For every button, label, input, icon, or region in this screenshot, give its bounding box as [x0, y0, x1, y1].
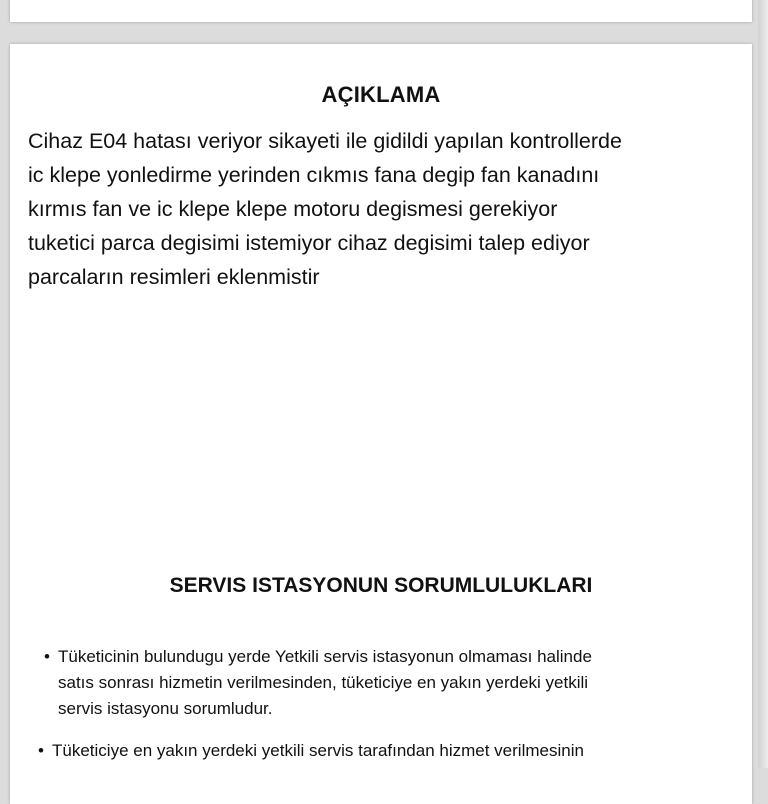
aciklama-text	[28, 124, 748, 294]
servis-title: SERVIS ISTASYONUN SORUMLULUKLARI	[169, 574, 593, 597]
aciklama-title: AÇIKLAMA	[321, 82, 441, 107]
list-item	[34, 738, 734, 764]
aciklama-line: parcaların resimleri eklenmistir	[28, 265, 320, 289]
aciklama-line: Cihaz E04 hatası veriyor sikayeti ile gidildi yapılan kontrollerde	[28, 129, 622, 153]
list-item-line: satıs sonrası hizmetin verilmesinden, tüketiciye en yakın yerdeki yetkili	[58, 673, 589, 692]
aciklama-line: kırmıs fan ve ic klepe klepe motoru degismesi gerekiyor	[28, 197, 558, 221]
list-item-line: servis istasyonu sorumludur.	[58, 699, 273, 718]
list-item	[40, 644, 740, 722]
bullet-icon: •	[38, 741, 44, 760]
list-item-line: Tüketicinin bulundugu yerde Yetkili servis istasyonun olmaması halinde	[58, 647, 592, 666]
document-page	[10, 44, 752, 804]
aciklama-line: ic klepe yonledirme yerinden cıkmıs fana degip fan kanadını	[28, 163, 600, 187]
aciklama-line: tuketici parca degisimi istemiyor cihaz degisimi talep ediyor	[28, 231, 590, 255]
list-item-line: Tüketiciye en yakın yerdeki yetkili servis tarafından hizmet verilmesinin	[52, 741, 584, 760]
bullet-icon: •	[44, 647, 50, 666]
page-edge-shadow	[758, 0, 768, 768]
previous-page-card	[10, 0, 752, 22]
responsibilities-list	[40, 644, 740, 780]
